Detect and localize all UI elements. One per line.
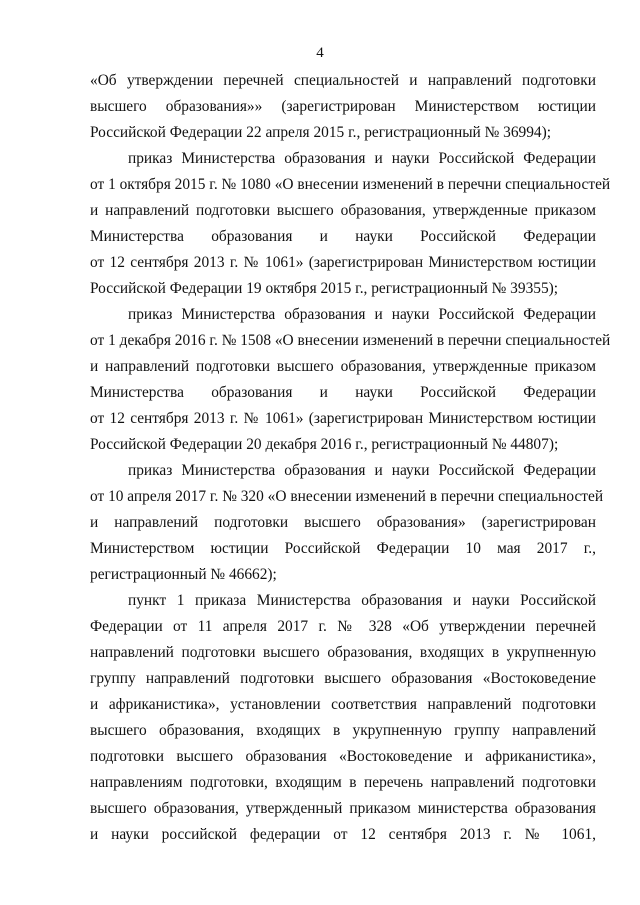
text-line: пункт 1 приказа Министерства образования и науки Российской [128,592,596,609]
text-line: и направлений подготовки высшего образования, утвержденные приказом [90,202,596,219]
text-line: от 10 апреля 2017 г. № 320 «О внесении изменений в перечни специальностей [90,488,604,505]
text-line: группу направлений подготовки высшего образования «Востоковедение [90,670,596,687]
text-line: и направлений подготовки высшего образования, утвержденные приказом [90,358,596,375]
text-line: и науки российской федерации от 12 сентября 2013 г. № 1061, [90,826,596,843]
text-line: «Об утверждении перечней специальностей и направлений подготовки [90,72,596,89]
text-line: и африканистика», установлении соответствия направлений подготовки [90,696,596,713]
page-number: 4 [316,45,324,61]
text-line: от 1 декабря 2016 г. № 1508 «О внесении изменений в перечни специальностей [90,332,611,349]
text-line: направлений подготовки высшего образования, входящих в укрупненную [90,644,596,661]
text-line: Российской Федерации 19 октября 2015 г., регистрационный № 39355); [90,280,559,297]
text-line: Российской Федерации 20 декабря 2016 г., регистрационный № 44807); [90,436,559,453]
text-line: приказ Министерства образования и науки Российской Федерации [128,306,596,323]
text-line: от 12 сентября 2013 г. № 1061» (зарегистрирован Министерством юстиции [90,410,596,427]
text-line: от 1 октября 2015 г. № 1080 «О внесении изменений в перечни специальностей [90,176,611,193]
text-line: регистрационный № 46662); [90,566,277,583]
text-line: приказ Министерства образования и науки Российской Федерации [128,150,596,167]
text-line: Российской Федерации 22 апреля 2015 г., регистрационный № 36994); [90,124,552,141]
text-line: приказ Министерства образования и науки Российской Федерации [128,462,596,479]
text-line: высшего образования»» (зарегистрирован Министерством юстиции [90,98,596,115]
text-line: высшего образования, утвержденный приказом министерства образования [90,800,596,817]
text-line: Министерства образования и науки Российской Федерации [90,228,596,245]
text-line: высшего образования, входящих в укрупненную группу направлений [90,722,596,739]
text-line: направлениям подготовки, входящим в перечень направлений подготовки [90,774,596,791]
text-line: Министерства образования и науки Российской Федерации [90,384,596,401]
text-line: и направлений подготовки высшего образования» (зарегистрирован [90,514,596,531]
text-line: Министерством юстиции Российской Федерации 10 мая 2017 г., [90,540,596,557]
text-line: Федерации от 11 апреля 2017 г. № 328 «Об утверждении перечней [90,618,596,635]
text-line: от 12 сентября 2013 г. № 1061» (зарегистрирован Министерством юстиции [90,254,596,271]
text-line: подготовки высшего образования «Востоковедение и африканистика», [90,748,596,765]
